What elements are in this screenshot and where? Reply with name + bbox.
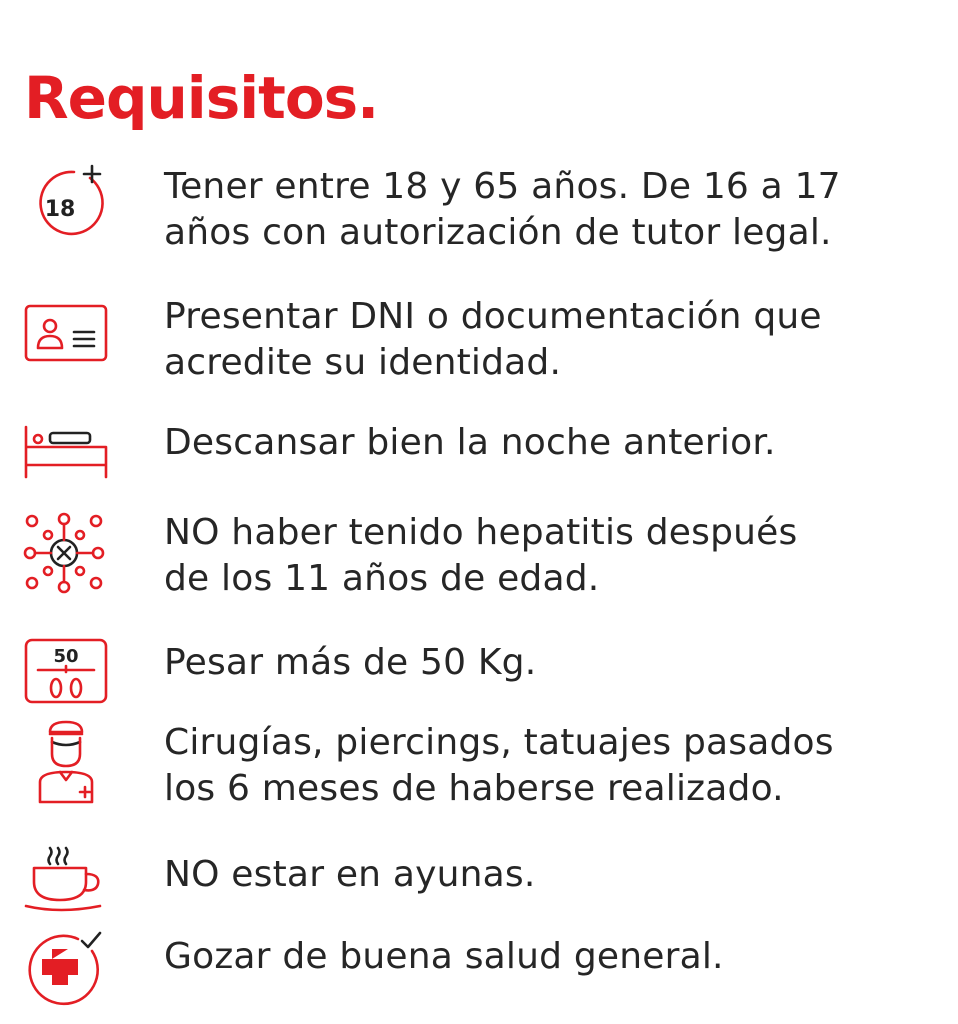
svg-text:50: 50: [53, 646, 79, 667]
id-card-icon: [20, 292, 112, 382]
requirement-text: Cirugías, piercings, tatuajes pasados los 6 meses de haberse realizado.: [164, 722, 834, 809]
requirement-text: Tener entre 18 y 65 años. De 16 a 17 años con autorización de tutor legal.: [164, 166, 841, 253]
requirement-text: Presentar DNI o documentación que acredite su identidad.: [164, 296, 822, 383]
virus-icon: [20, 508, 112, 598]
requirement-text: Gozar de buena salud general.: [164, 936, 724, 977]
requirement-text: NO estar en ayunas.: [164, 854, 536, 895]
bed-icon: [20, 408, 112, 498]
svg-text:18: 18: [44, 197, 76, 222]
coffee-cup-icon: [20, 834, 112, 924]
requirement-text: Descansar bien la noche anterior.: [164, 422, 776, 463]
page-title: Requisitos.: [24, 64, 379, 132]
age-18-plus-icon: [20, 160, 112, 250]
requirement-text: NO haber tenido hepatitis después de los 11 años de edad.: [164, 512, 798, 599]
health-cross-check-icon: [20, 924, 112, 1014]
scale-icon: [20, 628, 112, 718]
doctor-icon: [20, 718, 112, 808]
requirement-text: Pesar más de 50 Kg.: [164, 642, 537, 683]
